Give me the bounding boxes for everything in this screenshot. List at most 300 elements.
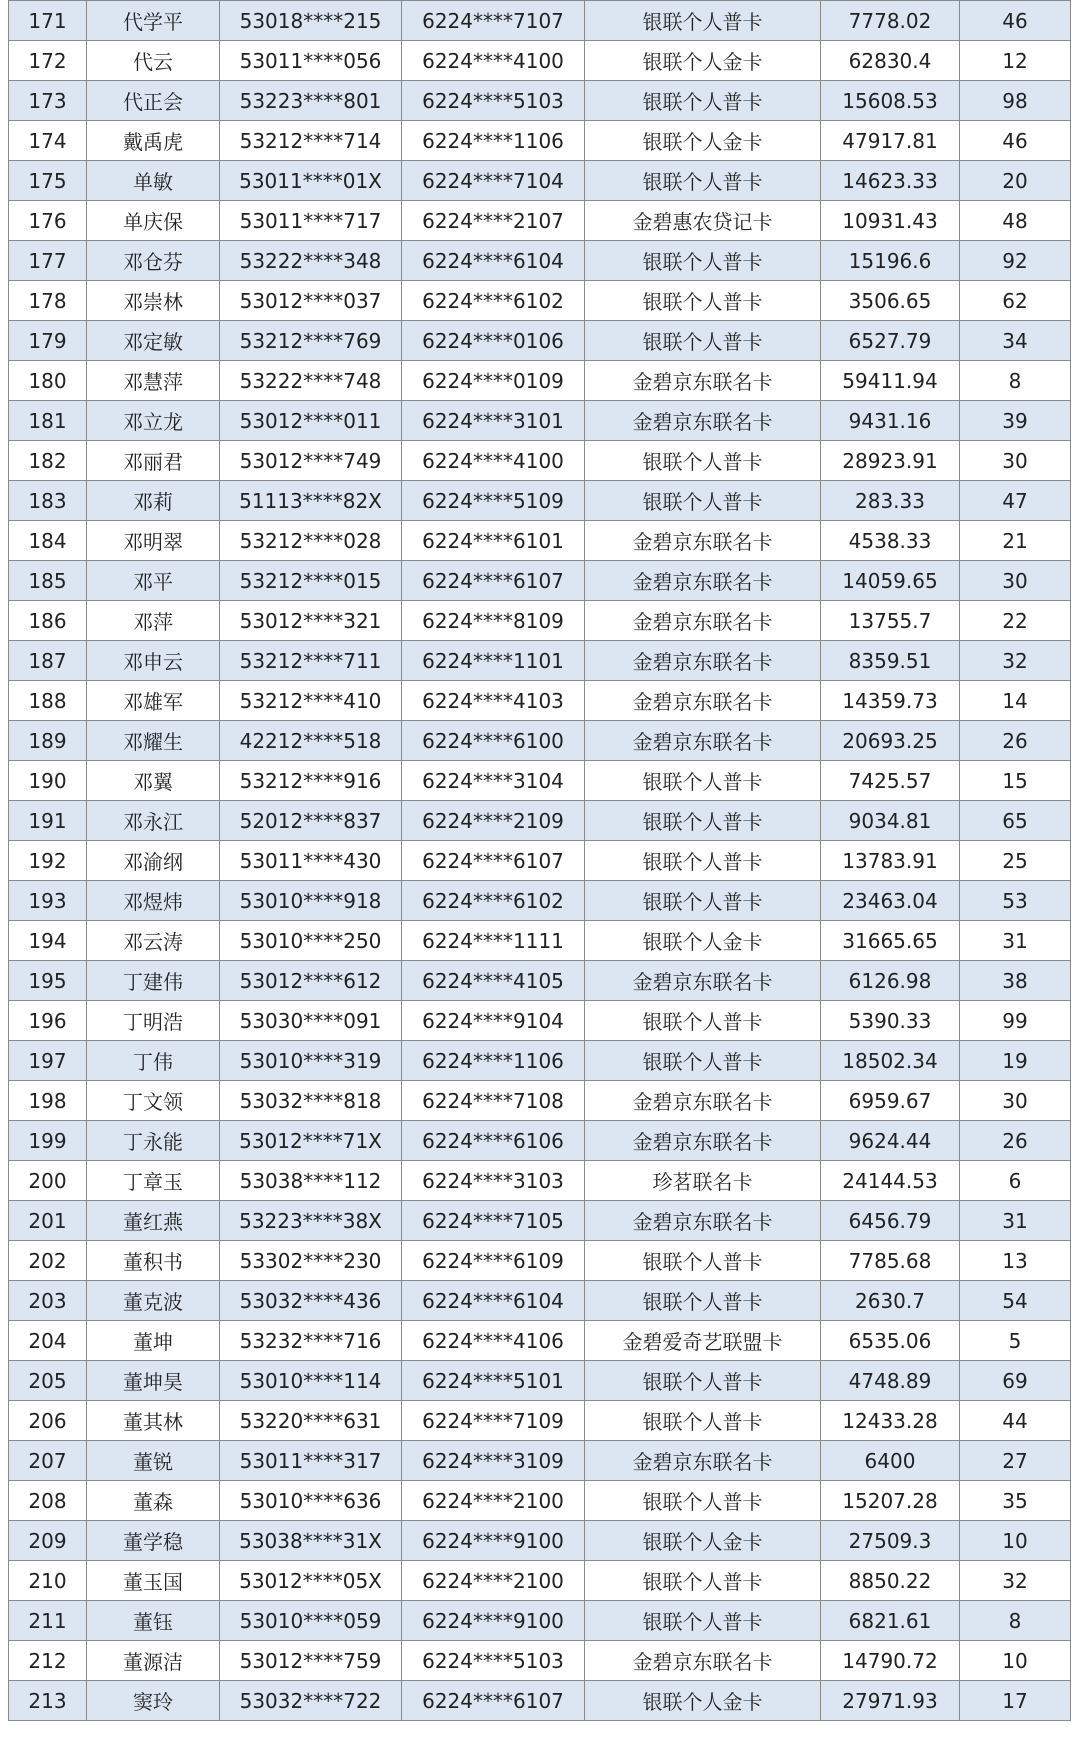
row-number-cell: 185 — [9, 561, 87, 601]
card-type-cell: 银联个人普卡 — [585, 321, 821, 361]
card-type-cell: 银联个人普卡 — [585, 1281, 821, 1321]
name-cell: 代学平 — [87, 1, 220, 41]
card-type-cell: 金碧京东联名卡 — [585, 961, 821, 1001]
name-cell: 邓耀生 — [87, 721, 220, 761]
table-body — [9, 1, 1071, 1721]
row-number-cell: 196 — [9, 1001, 87, 1041]
card-type-cell: 银联个人普卡 — [585, 1001, 821, 1041]
id-number-cell: 53212****769 — [220, 321, 402, 361]
count-cell: 31 — [960, 1201, 1071, 1241]
table-row — [9, 1081, 1071, 1121]
amount-cell: 28923.91 — [821, 441, 960, 481]
amount-cell: 14623.33 — [821, 161, 960, 201]
count-cell: 99 — [960, 1001, 1071, 1041]
card-type-cell: 银联个人普卡 — [585, 1361, 821, 1401]
count-cell: 30 — [960, 441, 1071, 481]
card-number-cell: 6224****2107 — [402, 201, 585, 241]
card-number-cell: 6224****3104 — [402, 761, 585, 801]
amount-cell: 14359.73 — [821, 681, 960, 721]
card-type-cell: 银联个人普卡 — [585, 1601, 821, 1641]
table-row — [9, 281, 1071, 321]
amount-cell: 2630.7 — [821, 1281, 960, 1321]
id-number-cell: 52012****837 — [220, 801, 402, 841]
table-row — [9, 1121, 1071, 1161]
row-number-cell: 212 — [9, 1641, 87, 1681]
card-type-cell: 珍茗联名卡 — [585, 1161, 821, 1201]
card-number-cell: 6224****7109 — [402, 1401, 585, 1441]
amount-cell: 14059.65 — [821, 561, 960, 601]
card-type-cell: 金碧京东联名卡 — [585, 401, 821, 441]
amount-cell: 15196.6 — [821, 241, 960, 281]
amount-cell: 7778.02 — [821, 1, 960, 41]
count-cell: 8 — [960, 361, 1071, 401]
name-cell: 邓翼 — [87, 761, 220, 801]
amount-cell: 6959.67 — [821, 1081, 960, 1121]
card-type-cell: 银联个人普卡 — [585, 881, 821, 921]
row-number-cell: 200 — [9, 1161, 87, 1201]
row-number-cell: 188 — [9, 681, 87, 721]
card-type-cell: 银联个人普卡 — [585, 241, 821, 281]
count-cell: 44 — [960, 1401, 1071, 1441]
id-number-cell: 53018****215 — [220, 1, 402, 41]
name-cell: 董积书 — [87, 1241, 220, 1281]
row-number-cell: 202 — [9, 1241, 87, 1281]
count-cell: 53 — [960, 881, 1071, 921]
row-number-cell: 211 — [9, 1601, 87, 1641]
card-number-cell: 6224****0109 — [402, 361, 585, 401]
name-cell: 邓丽君 — [87, 441, 220, 481]
amount-cell: 4538.33 — [821, 521, 960, 561]
table-row — [9, 1441, 1071, 1481]
table-row — [9, 881, 1071, 921]
row-number-cell: 182 — [9, 441, 87, 481]
row-number-cell: 171 — [9, 1, 87, 41]
row-number-cell: 210 — [9, 1561, 87, 1601]
row-number-cell: 177 — [9, 241, 87, 281]
count-cell: 98 — [960, 81, 1071, 121]
amount-cell: 31665.65 — [821, 921, 960, 961]
amount-cell: 18502.34 — [821, 1041, 960, 1081]
table-row — [9, 1641, 1071, 1681]
card-type-cell: 金碧京东联名卡 — [585, 1441, 821, 1481]
card-number-cell: 6224****6102 — [402, 881, 585, 921]
row-number-cell: 190 — [9, 761, 87, 801]
card-type-cell: 银联个人金卡 — [585, 921, 821, 961]
name-cell: 邓永江 — [87, 801, 220, 841]
table-row — [9, 1601, 1071, 1641]
name-cell: 丁永能 — [87, 1121, 220, 1161]
name-cell: 董学稳 — [87, 1521, 220, 1561]
card-number-cell: 6224****3109 — [402, 1441, 585, 1481]
card-type-cell: 银联个人普卡 — [585, 1481, 821, 1521]
card-number-cell: 6224****6104 — [402, 1281, 585, 1321]
amount-cell: 12433.28 — [821, 1401, 960, 1441]
row-number-cell: 192 — [9, 841, 87, 881]
amount-cell: 6527.79 — [821, 321, 960, 361]
name-cell: 邓立龙 — [87, 401, 220, 441]
count-cell: 17 — [960, 1681, 1071, 1721]
id-number-cell: 53030****091 — [220, 1001, 402, 1041]
data-table-container — [8, 0, 1070, 1721]
name-cell: 董锐 — [87, 1441, 220, 1481]
amount-cell: 20693.25 — [821, 721, 960, 761]
id-number-cell: 42212****518 — [220, 721, 402, 761]
table-row — [9, 361, 1071, 401]
id-number-cell: 53012****749 — [220, 441, 402, 481]
card-number-cell: 6224****4105 — [402, 961, 585, 1001]
card-number-cell: 6224****4106 — [402, 1321, 585, 1361]
row-number-cell: 205 — [9, 1361, 87, 1401]
card-number-cell: 6224****3101 — [402, 401, 585, 441]
name-cell: 邓仓芬 — [87, 241, 220, 281]
id-number-cell: 53012****321 — [220, 601, 402, 641]
count-cell: 54 — [960, 1281, 1071, 1321]
card-number-cell: 6224****7105 — [402, 1201, 585, 1241]
count-cell: 62 — [960, 281, 1071, 321]
name-cell: 董源洁 — [87, 1641, 220, 1681]
card-number-cell: 6224****1106 — [402, 121, 585, 161]
card-number-cell: 6224****6106 — [402, 1121, 585, 1161]
name-cell: 邓明翠 — [87, 521, 220, 561]
count-cell: 48 — [960, 201, 1071, 241]
name-cell: 董玉国 — [87, 1561, 220, 1601]
table-row — [9, 681, 1071, 721]
card-type-cell: 银联个人金卡 — [585, 41, 821, 81]
amount-cell: 47917.81 — [821, 121, 960, 161]
table-row — [9, 1041, 1071, 1081]
row-number-cell: 204 — [9, 1321, 87, 1361]
card-number-cell: 6224****8109 — [402, 601, 585, 641]
card-type-cell: 银联个人普卡 — [585, 281, 821, 321]
card-type-cell: 银联个人普卡 — [585, 1241, 821, 1281]
row-number-cell: 186 — [9, 601, 87, 641]
row-number-cell: 184 — [9, 521, 87, 561]
id-number-cell: 53010****636 — [220, 1481, 402, 1521]
name-cell: 丁伟 — [87, 1041, 220, 1081]
count-cell: 10 — [960, 1641, 1071, 1681]
amount-cell: 27509.3 — [821, 1521, 960, 1561]
id-number-cell: 53011****430 — [220, 841, 402, 881]
row-number-cell: 197 — [9, 1041, 87, 1081]
count-cell: 5 — [960, 1321, 1071, 1361]
card-number-cell: 6224****5101 — [402, 1361, 585, 1401]
id-number-cell: 53010****250 — [220, 921, 402, 961]
name-cell: 代云 — [87, 41, 220, 81]
id-number-cell: 53011****01X — [220, 161, 402, 201]
id-number-cell: 53032****436 — [220, 1281, 402, 1321]
name-cell: 邓申云 — [87, 641, 220, 681]
name-cell: 代正会 — [87, 81, 220, 121]
table-row — [9, 1, 1071, 41]
name-cell: 邓煜炜 — [87, 881, 220, 921]
count-cell: 20 — [960, 161, 1071, 201]
table-row — [9, 1201, 1071, 1241]
amount-cell: 14790.72 — [821, 1641, 960, 1681]
card-number-cell: 6224****5103 — [402, 1641, 585, 1681]
count-cell: 8 — [960, 1601, 1071, 1641]
count-cell: 69 — [960, 1361, 1071, 1401]
name-cell: 邓定敏 — [87, 321, 220, 361]
card-number-cell: 6224****9100 — [402, 1601, 585, 1641]
name-cell: 董红燕 — [87, 1201, 220, 1241]
card-type-cell: 银联个人普卡 — [585, 1401, 821, 1441]
amount-cell: 6535.06 — [821, 1321, 960, 1361]
count-cell: 22 — [960, 601, 1071, 641]
card-number-cell: 6224****6100 — [402, 721, 585, 761]
name-cell: 邓平 — [87, 561, 220, 601]
row-number-cell: 172 — [9, 41, 87, 81]
name-cell: 邓莉 — [87, 481, 220, 521]
card-number-cell: 6224****6109 — [402, 1241, 585, 1281]
amount-cell: 9034.81 — [821, 801, 960, 841]
row-number-cell: 207 — [9, 1441, 87, 1481]
id-number-cell: 53012****011 — [220, 401, 402, 441]
name-cell: 邓崇林 — [87, 281, 220, 321]
row-number-cell: 199 — [9, 1121, 87, 1161]
id-number-cell: 53212****711 — [220, 641, 402, 681]
table-row — [9, 1401, 1071, 1441]
id-number-cell: 51113****82X — [220, 481, 402, 521]
id-number-cell: 53038****112 — [220, 1161, 402, 1201]
id-number-cell: 53010****059 — [220, 1601, 402, 1641]
name-cell: 单敏 — [87, 161, 220, 201]
amount-cell: 62830.4 — [821, 41, 960, 81]
count-cell: 46 — [960, 1, 1071, 41]
table-row — [9, 1481, 1071, 1521]
row-number-cell: 175 — [9, 161, 87, 201]
card-type-cell: 银联个人普卡 — [585, 801, 821, 841]
card-type-cell: 银联个人金卡 — [585, 1521, 821, 1561]
name-cell: 丁明浩 — [87, 1001, 220, 1041]
count-cell: 12 — [960, 41, 1071, 81]
table-row — [9, 401, 1071, 441]
name-cell: 丁章玉 — [87, 1161, 220, 1201]
card-type-cell: 金碧京东联名卡 — [585, 1201, 821, 1241]
table-row — [9, 961, 1071, 1001]
id-number-cell: 53212****714 — [220, 121, 402, 161]
id-number-cell: 53222****348 — [220, 241, 402, 281]
amount-cell: 24144.53 — [821, 1161, 960, 1201]
count-cell: 47 — [960, 481, 1071, 521]
row-number-cell: 193 — [9, 881, 87, 921]
id-number-cell: 53302****230 — [220, 1241, 402, 1281]
table-row — [9, 121, 1071, 161]
count-cell: 10 — [960, 1521, 1071, 1561]
count-cell: 39 — [960, 401, 1071, 441]
card-number-cell: 6224****1111 — [402, 921, 585, 961]
id-number-cell: 53223****801 — [220, 81, 402, 121]
card-number-cell: 6224****5109 — [402, 481, 585, 521]
amount-cell: 27971.93 — [821, 1681, 960, 1721]
name-cell: 邓慧萍 — [87, 361, 220, 401]
name-cell: 董其林 — [87, 1401, 220, 1441]
count-cell: 32 — [960, 641, 1071, 681]
count-cell: 92 — [960, 241, 1071, 281]
card-type-cell: 金碧京东联名卡 — [585, 1641, 821, 1681]
count-cell: 30 — [960, 1081, 1071, 1121]
count-cell: 6 — [960, 1161, 1071, 1201]
id-number-cell: 53212****916 — [220, 761, 402, 801]
card-number-cell: 6224****3103 — [402, 1161, 585, 1201]
card-number-cell: 6224****2109 — [402, 801, 585, 841]
row-number-cell: 194 — [9, 921, 87, 961]
id-number-cell: 53212****028 — [220, 521, 402, 561]
amount-cell: 13783.91 — [821, 841, 960, 881]
table-row — [9, 1321, 1071, 1361]
table-row — [9, 1281, 1071, 1321]
card-number-cell: 6224****2100 — [402, 1481, 585, 1521]
id-number-cell: 53212****410 — [220, 681, 402, 721]
card-type-cell: 银联个人金卡 — [585, 1681, 821, 1721]
table-row — [9, 1521, 1071, 1561]
card-type-cell: 银联个人普卡 — [585, 441, 821, 481]
count-cell: 15 — [960, 761, 1071, 801]
id-number-cell: 53232****716 — [220, 1321, 402, 1361]
row-number-cell: 187 — [9, 641, 87, 681]
card-number-cell: 6224****7108 — [402, 1081, 585, 1121]
card-number-cell: 6224****6101 — [402, 521, 585, 561]
amount-cell: 10931.43 — [821, 201, 960, 241]
row-number-cell: 201 — [9, 1201, 87, 1241]
id-number-cell: 53032****722 — [220, 1681, 402, 1721]
table-row — [9, 601, 1071, 641]
row-number-cell: 213 — [9, 1681, 87, 1721]
card-type-cell: 金碧京东联名卡 — [585, 721, 821, 761]
amount-cell: 7425.57 — [821, 761, 960, 801]
count-cell: 31 — [960, 921, 1071, 961]
name-cell: 邓渝纲 — [87, 841, 220, 881]
row-number-cell: 173 — [9, 81, 87, 121]
row-number-cell: 174 — [9, 121, 87, 161]
amount-cell: 8359.51 — [821, 641, 960, 681]
count-cell: 21 — [960, 521, 1071, 561]
name-cell: 董森 — [87, 1481, 220, 1521]
card-type-cell: 银联个人普卡 — [585, 841, 821, 881]
card-number-cell: 6224****6107 — [402, 841, 585, 881]
id-number-cell: 53011****717 — [220, 201, 402, 241]
count-cell: 65 — [960, 801, 1071, 841]
card-number-cell: 6224****6107 — [402, 561, 585, 601]
row-number-cell: 206 — [9, 1401, 87, 1441]
card-type-cell: 金碧京东联名卡 — [585, 1081, 821, 1121]
id-number-cell: 53220****631 — [220, 1401, 402, 1441]
id-number-cell: 53038****31X — [220, 1521, 402, 1561]
name-cell: 董钰 — [87, 1601, 220, 1641]
amount-cell: 3506.65 — [821, 281, 960, 321]
table-row — [9, 201, 1071, 241]
amount-cell: 13755.7 — [821, 601, 960, 641]
table-row — [9, 761, 1071, 801]
table-row — [9, 841, 1071, 881]
id-number-cell: 53011****317 — [220, 1441, 402, 1481]
row-number-cell: 208 — [9, 1481, 87, 1521]
count-cell: 26 — [960, 1121, 1071, 1161]
card-type-cell: 银联个人普卡 — [585, 481, 821, 521]
table-row — [9, 1361, 1071, 1401]
row-number-cell: 209 — [9, 1521, 87, 1561]
table-row — [9, 1681, 1071, 1721]
card-type-cell: 银联个人普卡 — [585, 1041, 821, 1081]
row-number-cell: 180 — [9, 361, 87, 401]
card-number-cell: 6224****4100 — [402, 441, 585, 481]
amount-cell: 5390.33 — [821, 1001, 960, 1041]
id-number-cell: 53012****05X — [220, 1561, 402, 1601]
id-number-cell: 53010****114 — [220, 1361, 402, 1401]
card-number-cell: 6224****9104 — [402, 1001, 585, 1041]
amount-cell: 6400 — [821, 1441, 960, 1481]
table-row — [9, 321, 1071, 361]
name-cell: 董坤昊 — [87, 1361, 220, 1401]
row-number-cell: 176 — [9, 201, 87, 241]
row-number-cell: 181 — [9, 401, 87, 441]
card-type-cell: 金碧京东联名卡 — [585, 1121, 821, 1161]
card-number-cell: 6224****5103 — [402, 81, 585, 121]
card-number-cell: 6224****4103 — [402, 681, 585, 721]
table-row — [9, 1241, 1071, 1281]
id-number-cell: 53212****015 — [220, 561, 402, 601]
row-number-cell: 179 — [9, 321, 87, 361]
table-row — [9, 1561, 1071, 1601]
amount-cell: 15207.28 — [821, 1481, 960, 1521]
name-cell: 戴禹虎 — [87, 121, 220, 161]
card-number-cell: 6224****2100 — [402, 1561, 585, 1601]
amount-cell: 4748.89 — [821, 1361, 960, 1401]
card-type-cell: 金碧京东联名卡 — [585, 641, 821, 681]
card-type-cell: 银联个人普卡 — [585, 161, 821, 201]
id-number-cell: 53012****759 — [220, 1641, 402, 1681]
table-row — [9, 241, 1071, 281]
amount-cell: 15608.53 — [821, 81, 960, 121]
count-cell: 46 — [960, 121, 1071, 161]
row-number-cell: 189 — [9, 721, 87, 761]
count-cell: 35 — [960, 1481, 1071, 1521]
card-number-cell: 6224****7107 — [402, 1, 585, 41]
count-cell: 13 — [960, 1241, 1071, 1281]
count-cell: 30 — [960, 561, 1071, 601]
id-number-cell: 53012****037 — [220, 281, 402, 321]
card-number-cell: 6224****6102 — [402, 281, 585, 321]
name-cell: 邓云涛 — [87, 921, 220, 961]
card-number-cell: 6224****1101 — [402, 641, 585, 681]
count-cell: 25 — [960, 841, 1071, 881]
id-number-cell: 53010****918 — [220, 881, 402, 921]
card-type-cell: 金碧惠农贷记卡 — [585, 201, 821, 241]
count-cell: 26 — [960, 721, 1071, 761]
table-row — [9, 441, 1071, 481]
name-cell: 丁文领 — [87, 1081, 220, 1121]
id-number-cell: 53012****612 — [220, 961, 402, 1001]
table-row — [9, 81, 1071, 121]
card-number-cell: 6224****6104 — [402, 241, 585, 281]
card-type-cell: 银联个人普卡 — [585, 761, 821, 801]
table-row — [9, 1001, 1071, 1041]
amount-cell: 6821.61 — [821, 1601, 960, 1641]
card-type-cell: 金碧爱奇艺联盟卡 — [585, 1321, 821, 1361]
table-row — [9, 481, 1071, 521]
count-cell: 14 — [960, 681, 1071, 721]
row-number-cell: 198 — [9, 1081, 87, 1121]
table-row — [9, 1161, 1071, 1201]
count-cell: 27 — [960, 1441, 1071, 1481]
name-cell: 丁建伟 — [87, 961, 220, 1001]
amount-cell: 23463.04 — [821, 881, 960, 921]
card-number-cell: 6224****1106 — [402, 1041, 585, 1081]
id-number-cell: 53011****056 — [220, 41, 402, 81]
amount-cell: 9431.16 — [821, 401, 960, 441]
count-cell: 34 — [960, 321, 1071, 361]
table-row — [9, 161, 1071, 201]
card-holder-table — [8, 0, 1071, 1721]
